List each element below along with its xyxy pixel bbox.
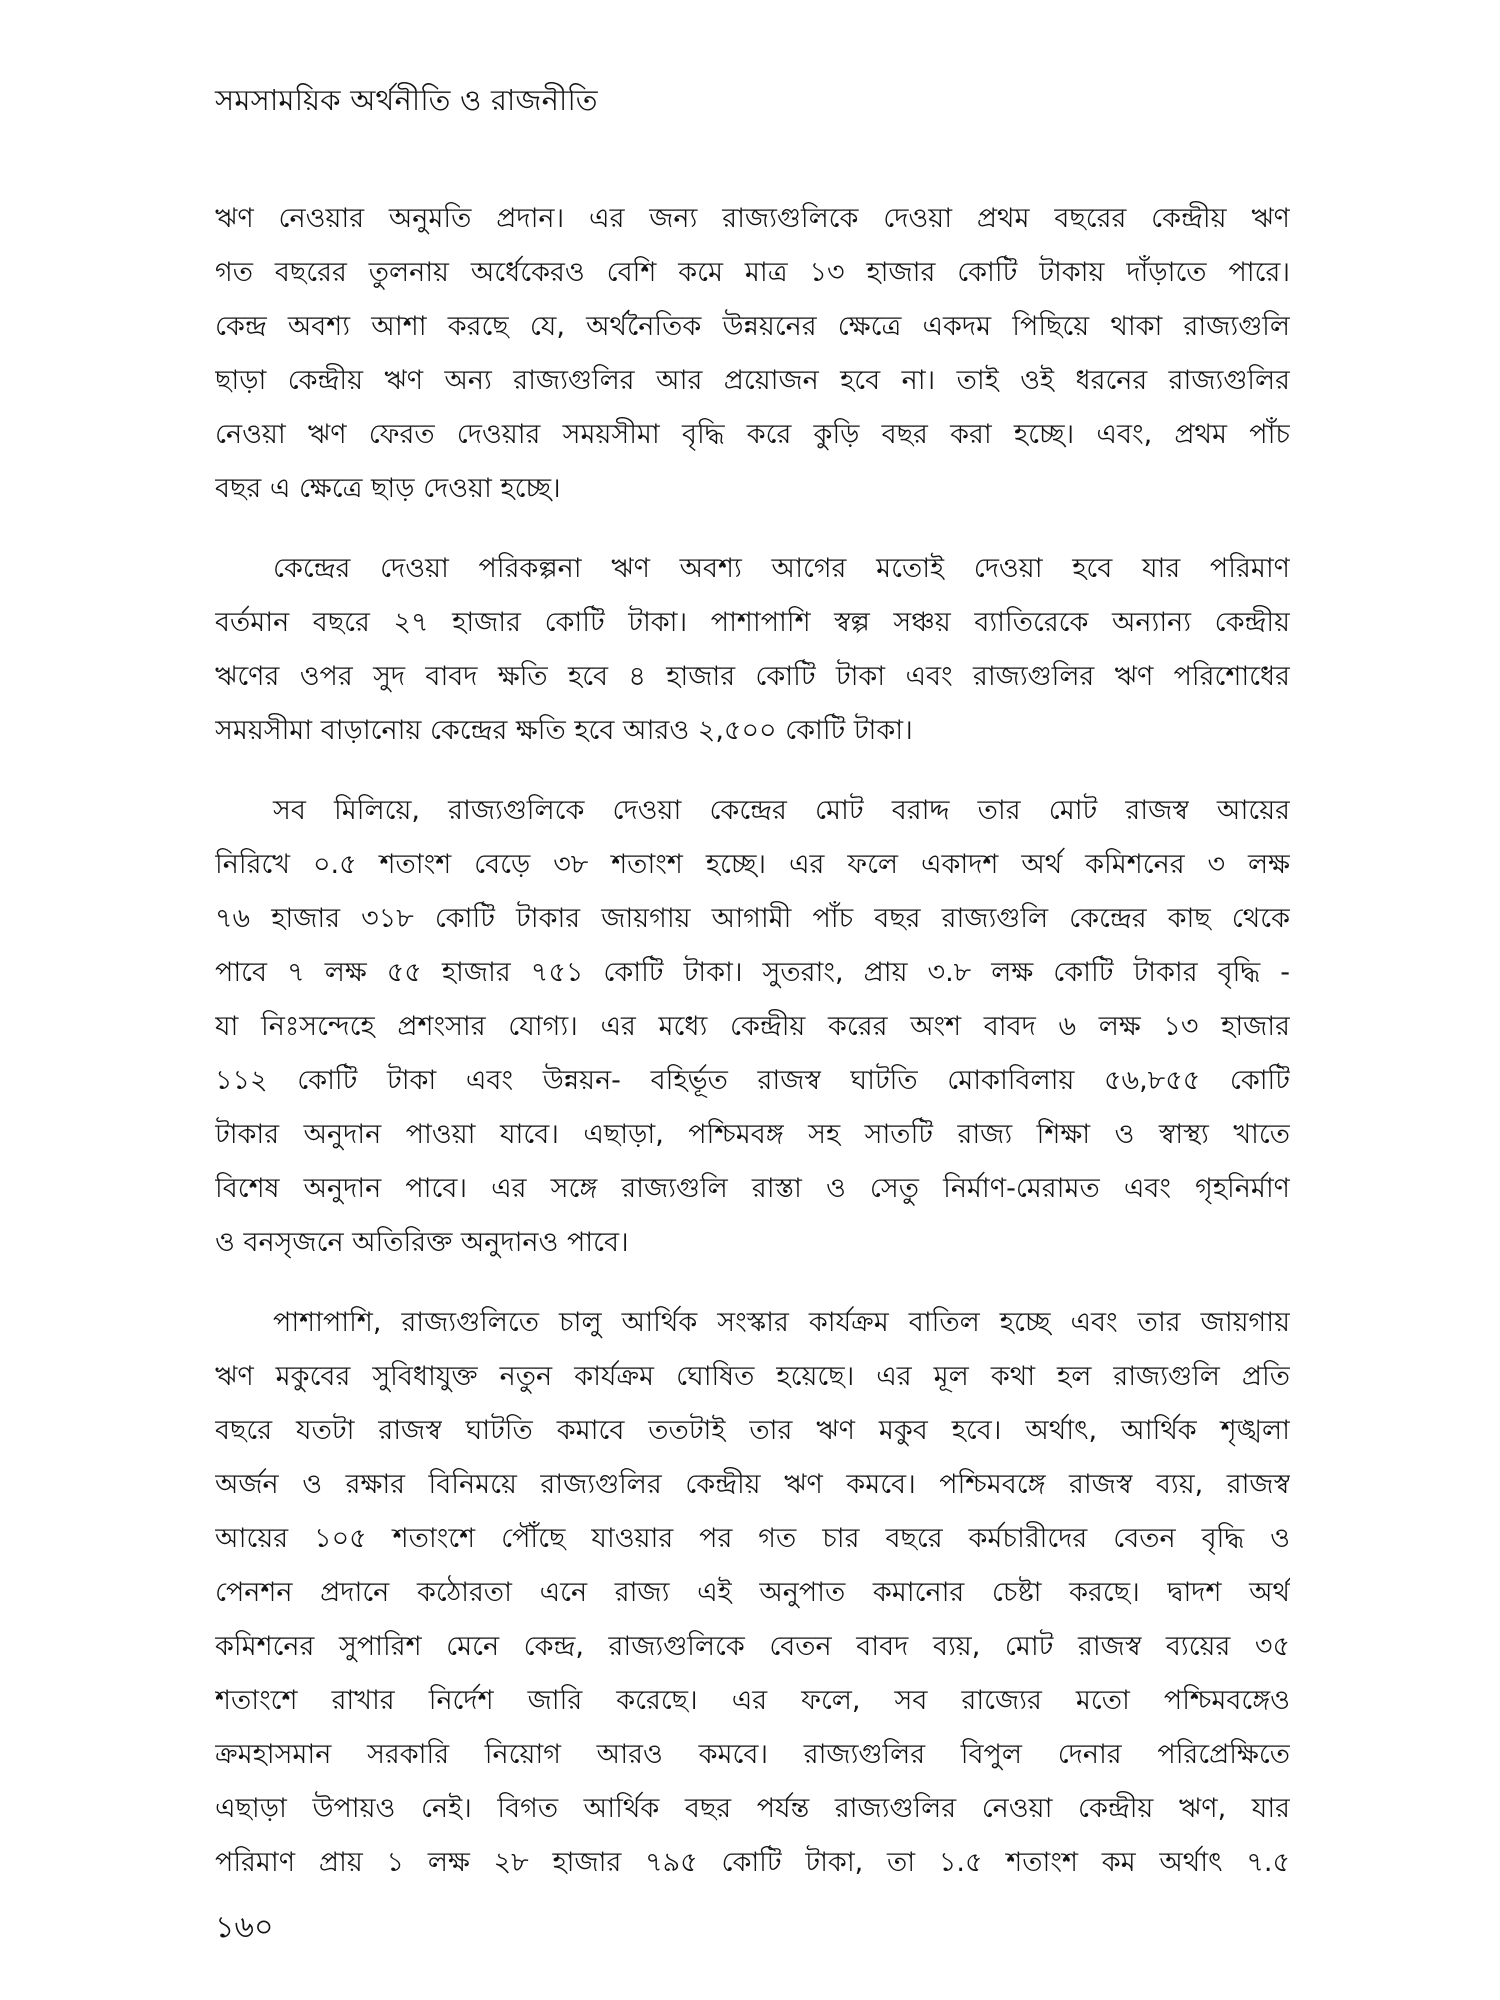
text-line: টাকার অনুদান পাওয়া যাবে। এছাড়া, পশ্চিমবঙ্গ সহ সাতটি রাজ্য শিক্ষা ও স্বাস্থ্য খাতে xyxy=(215,1119,1290,1150)
text-line: ঋণের ওপর সুদ বাবদ ক্ষতি হবে ৪ হাজার কোটি টাকা এবং রাজ্যগুলির ঋণ পরিশোধের xyxy=(215,661,1290,692)
text-line: বছর এ ক্ষেত্রে ছাড় দেওয়া হচ্ছে। xyxy=(215,473,561,504)
text-line: কেন্দ্র অবশ্য আশা করছে যে, অর্থনৈতিক উন্নয়নের ক্ষেত্রে একদম পিছিয়ে থাকা রাজ্যগুলি xyxy=(215,311,1290,342)
text-line: ৭৬ হাজার ৩১৮ কোটি টাকার জায়গায় আগামী পাঁচ বছর রাজ্যগুলি কেন্দ্রের কাছ থেকে xyxy=(215,903,1290,934)
paragraph-3 xyxy=(215,784,1290,1270)
text-line: ১১২ কোটি টাকা এবং উন্নয়ন- বহির্ভূত রাজস্ব ঘাটতি মোকাবিলায় ৫৬,৮৫৫ কোটি xyxy=(215,1065,1290,1096)
running-header-title: সমসাময়িক অর্থনীতি ও রাজনীতি xyxy=(215,83,598,117)
text-line: অর্জন ও রক্ষার বিনিময়ে রাজ্যগুলির কেন্দ্রীয় ঋণ কমবে। পশ্চিমবঙ্গে রাজস্ব ব্যয়, রাজস্ব xyxy=(215,1469,1290,1500)
text-line: নিরিখে ০.৫ শতাংশ বেড়ে ৩৮ শতাংশ হচ্ছে। এর ফলে একাদশ অর্থ কমিশনের ৩ লক্ষ xyxy=(215,849,1290,880)
text-line: কমিশনের সুপারিশ মেনে কেন্দ্র, রাজ্যগুলিকে বেতন বাবদ ব্যয়, মোট রাজস্ব ব্যয়ের ৩৫ xyxy=(215,1631,1290,1662)
text-line: কেন্দ্রের দেওয়া পরিকল্পনা ঋণ অবশ্য আগের মতোই দেওয়া হবে যার পরিমাণ xyxy=(273,553,1290,584)
text-line: ও বনসৃজনে অতিরিক্ত অনুদানও পাবে। xyxy=(215,1227,629,1258)
text-line: শতাংশে রাখার নির্দেশ জারি করেছে। এর ফলে, সব রাজ্যের মতো পশ্চিমবঙ্গেও xyxy=(215,1685,1290,1716)
text-line: ক্রমহাসমান সরকারি নিয়োগ আরও কমবে। রাজ্যগুলির বিপুল দেনার পরিপ্রেক্ষিতে xyxy=(215,1739,1290,1770)
text-line: গত বছরের তুলনায় অর্ধেকেরও বেশি কমে মাত্র ১৩ হাজার কোটি টাকায় দাঁড়াতে পারে। xyxy=(215,257,1290,288)
text-line: পরিমাণ প্রায় ১ লক্ষ ২৮ হাজার ৭৯৫ কোটি টাকা, তা ১.৫ শতাংশ কম অর্থাৎ ৭.৫ xyxy=(215,1847,1290,1878)
text-line: যা নিঃসন্দেহে প্রশংসার যোগ্য। এর মধ্যে কেন্দ্রীয় করের অংশ বাবদ ৬ লক্ষ ১৩ হাজার xyxy=(215,1011,1290,1042)
text-line: পাশাপাশি, রাজ্যগুলিতে চালু আর্থিক সংস্কার কার্যক্রম বাতিল হচ্ছে এবং তার জায়গায় xyxy=(273,1307,1290,1338)
text-line: বিশেষ অনুদান পাবে। এর সঙ্গে রাজ্যগুলি রাস্তা ও সেতু নির্মাণ-মেরামত এবং গৃহনির্মাণ xyxy=(215,1173,1290,1204)
body-text xyxy=(215,192,1290,1890)
text-line: এছাড়া উপায়ও নেই। বিগত আর্থিক বছর পর্যন্ত রাজ্যগুলির নেওয়া কেন্দ্রীয় ঋণ, যার xyxy=(215,1793,1290,1824)
text-line: পেনশন প্রদানে কঠোরতা এনে রাজ্য এই অনুপাত কমানোর চেষ্টা করছে। দ্বাদশ অর্থ xyxy=(215,1577,1290,1608)
text-line: ঋণ মকুবের সুবিধাযুক্ত নতুন কার্যক্রম ঘোষিত হয়েছে। এর মূল কথা হল রাজ্যগুলি প্রতি xyxy=(215,1361,1290,1392)
text-line: সময়সীমা বাড়ানোয় কেন্দ্রের ক্ষতি হবে আরও ২,৫০০ কোটি টাকা। xyxy=(215,715,913,746)
paragraph-1 xyxy=(215,192,1290,516)
text-line: ঋণ নেওয়ার অনুমতি প্রদান। এর জন্য রাজ্যগুলিকে দেওয়া প্রথম বছরের কেন্দ্রীয় ঋণ xyxy=(215,203,1290,234)
page-number: ১৬০ xyxy=(215,1910,274,1945)
paragraph-2 xyxy=(215,542,1290,758)
text-line: পাবে ৭ লক্ষ ৫৫ হাজার ৭৫১ কোটি টাকা। সুতরাং, প্রায় ৩.৮ লক্ষ কোটি টাকার বৃদ্ধি - xyxy=(215,957,1290,988)
text-line: বছরে যতটা রাজস্ব ঘাটতি কমাবে ততটাই তার ঋণ মকুব হবে। অর্থাৎ, আর্থিক শৃঙ্খলা xyxy=(215,1415,1290,1446)
text-line: নেওয়া ঋণ ফেরত দেওয়ার সময়সীমা বৃদ্ধি করে কুড়ি বছর করা হচ্ছে। এবং, প্রথম পাঁচ xyxy=(215,419,1290,450)
text-line: বর্তমান বছরে ২৭ হাজার কোটি টাকা। পাশাপাশি স্বল্প সঞ্চয় ব্যাতিরেকে অন্যান্য কেন্দ্রীয় xyxy=(215,607,1290,638)
text-line: সব মিলিয়ে, রাজ্যগুলিকে দেওয়া কেন্দ্রের মোট বরাদ্দ তার মোট রাজস্ব আয়ের xyxy=(273,795,1290,826)
text-line: ছাড়া কেন্দ্রীয় ঋণ অন্য রাজ্যগুলির আর প্রয়োজন হবে না। তাই ওই ধরনের রাজ্যগুলির xyxy=(215,365,1290,396)
paragraph-4 xyxy=(215,1296,1290,1890)
text-line: আয়ের ১০৫ শতাংশে পৌঁছে যাওয়ার পর গত চার বছরে কর্মচারীদের বেতন বৃদ্ধি ও xyxy=(215,1523,1290,1554)
